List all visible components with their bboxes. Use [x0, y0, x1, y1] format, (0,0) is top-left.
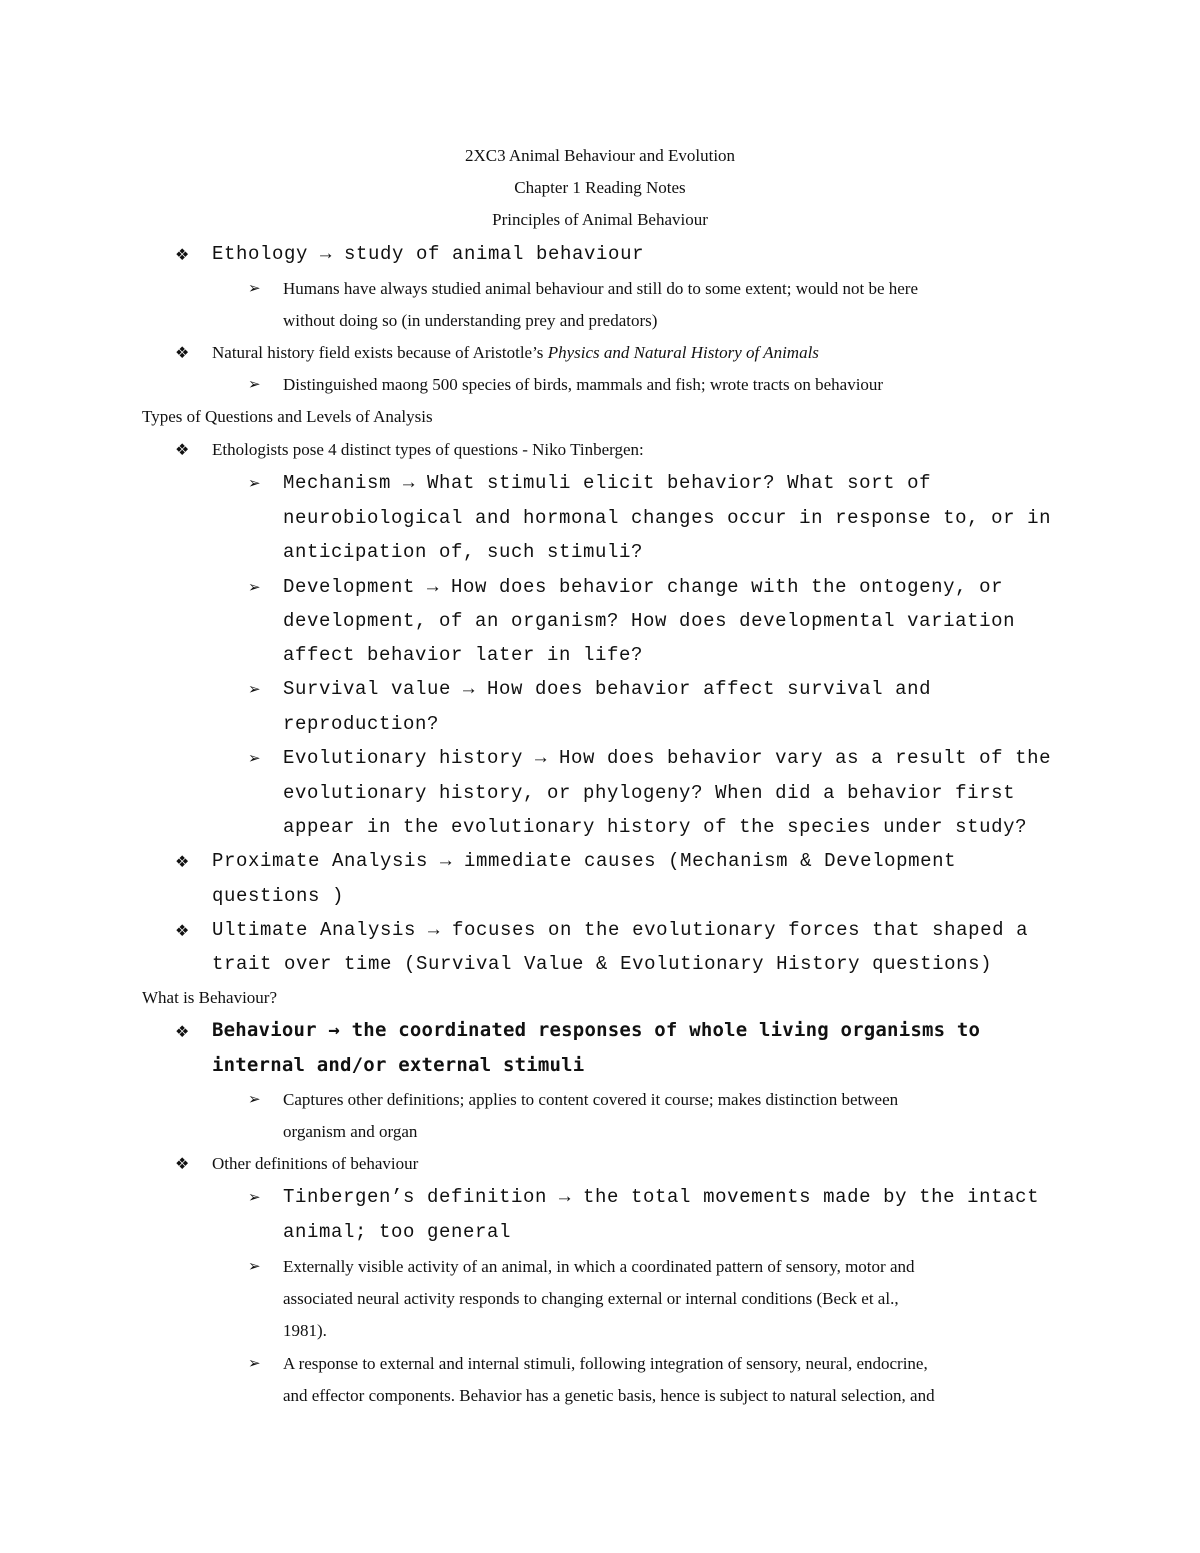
note-development-line1: Development → How does behavior change with the ontogeny, or [283, 576, 1004, 598]
note-mechanism-line3: anticipation of, such stimuli? [283, 541, 644, 563]
note-ultimate-line1: Ultimate Analysis → focuses on the evolutionary forces that shaped a [212, 919, 1029, 941]
note-evolutionary-line2: evolutionary history, or phylogeny? When did a behavior first [283, 782, 1016, 804]
book-title: Physics and Natural History of Animals [547, 343, 819, 362]
doc-title-topic: Principles of Animal Behaviour [492, 210, 708, 229]
arrow-bullet-icon: ➢ [248, 1354, 261, 1372]
note-externally-line3: 1981). [283, 1321, 327, 1340]
note-mechanism-line2: neurobiological and hormonal changes occur in response to, or in [283, 507, 1052, 529]
note-distinguished: Distinguished maong 500 species of birds, mammals and fish; wrote tracts on behaviour [283, 375, 884, 394]
arrow-bullet-icon: ➢ [248, 375, 261, 393]
note-tinbergen-line2: animal; too general [283, 1221, 512, 1243]
note-evolutionary-line3: appear in the evolutionary history of the species under study? [283, 816, 1028, 838]
note-response-line2: and effector components. Behavior has a genetic basis, hence is subject to natural selection, and [283, 1386, 935, 1405]
arrow-bullet-icon: ➢ [248, 1188, 261, 1206]
arrow-bullet-icon: ➢ [248, 749, 261, 767]
note-other-definitions: Other definitions of behaviour [212, 1154, 419, 1173]
note-externally-line1: Externally visible activity of an animal, in which a coordinated pattern of sensory, motor and [283, 1257, 915, 1276]
note-ultimate-line2: trait over time (Survival Value & Evolutionary History questions) [212, 953, 993, 975]
note-tinbergen-line1: Tinbergen’s definition → the total movements made by the intact [283, 1186, 1040, 1208]
doc-title-course: 2XC3 Animal Behaviour and Evolution [464, 146, 736, 165]
note-proximate-line1: Proximate Analysis → immediate causes (Mechanism & Development [212, 850, 957, 872]
section-heading-behaviour: What is Behaviour? [142, 988, 278, 1007]
note-mechanism-line1: Mechanism → What stimuli elicit behavior? What sort of [283, 472, 932, 494]
note-evolutionary-line1: Evolutionary history → How does behavior vary as a result of the [283, 747, 1052, 769]
diamond-bullet-icon: ❖ [175, 343, 190, 362]
doc-title-chapter: Chapter 1 Reading Notes [514, 178, 686, 197]
note-survival-line2: reproduction? [283, 713, 440, 735]
note-survival-line1: Survival value → How does behavior affect survival and [283, 678, 932, 700]
diamond-bullet-icon: ❖ [175, 245, 190, 264]
note-development-line2: development, of an organism? How does developmental variation [283, 610, 1016, 632]
note-development-line3: affect behavior later in life? [283, 644, 644, 666]
note-definition-line2: internal and/or external stimuli [212, 1054, 585, 1076]
note-ethology: Ethology → study of animal behaviour [212, 243, 645, 265]
arrow-bullet-icon: ➢ [248, 1257, 261, 1275]
arrow-bullet-icon: ➢ [248, 279, 261, 297]
diamond-bullet-icon: ❖ [175, 440, 190, 459]
diamond-bullet-icon: ❖ [175, 1154, 190, 1173]
diamond-bullet-icon: ❖ [175, 921, 190, 940]
note-captures-line2: organism and organ [283, 1122, 418, 1141]
note-humans-line1: Humans have always studied animal behaviour and still do to some extent; would not be here [283, 279, 918, 298]
arrow-bullet-icon: ➢ [248, 1090, 261, 1108]
note-captures-line1: Captures other definitions; applies to content covered it course; makes distinction between [283, 1090, 899, 1109]
note-definition-line1: Behaviour → the coordinated responses of whole living organisms to [212, 1019, 981, 1041]
section-heading-types: Types of Questions and Levels of Analysis [142, 407, 433, 426]
note-response-line1: A response to external and internal stimuli, following integration of sensory, neural, endocrine, [283, 1354, 928, 1373]
note-externally-line2: associated neural activity responds to changing external or internal conditions (Beck et al., [283, 1289, 899, 1308]
arrow-bullet-icon: ➢ [248, 680, 261, 698]
arrow-bullet-icon: ➢ [248, 474, 261, 492]
note-natural-history: Natural history field exists because of Aristotle’s Physics and Natural History of Animals [212, 343, 819, 362]
note-humans-line2: without doing so (in understanding prey and predators) [283, 311, 658, 330]
note-ethologists: Ethologists pose 4 distinct types of questions - Niko Tinbergen: [212, 440, 644, 459]
diamond-bullet-icon: ❖ [175, 852, 190, 871]
arrow-bullet-icon: ➢ [248, 578, 261, 596]
note-proximate-line2: questions ) [212, 885, 345, 907]
diamond-bullet-icon: ❖ [175, 1022, 190, 1041]
